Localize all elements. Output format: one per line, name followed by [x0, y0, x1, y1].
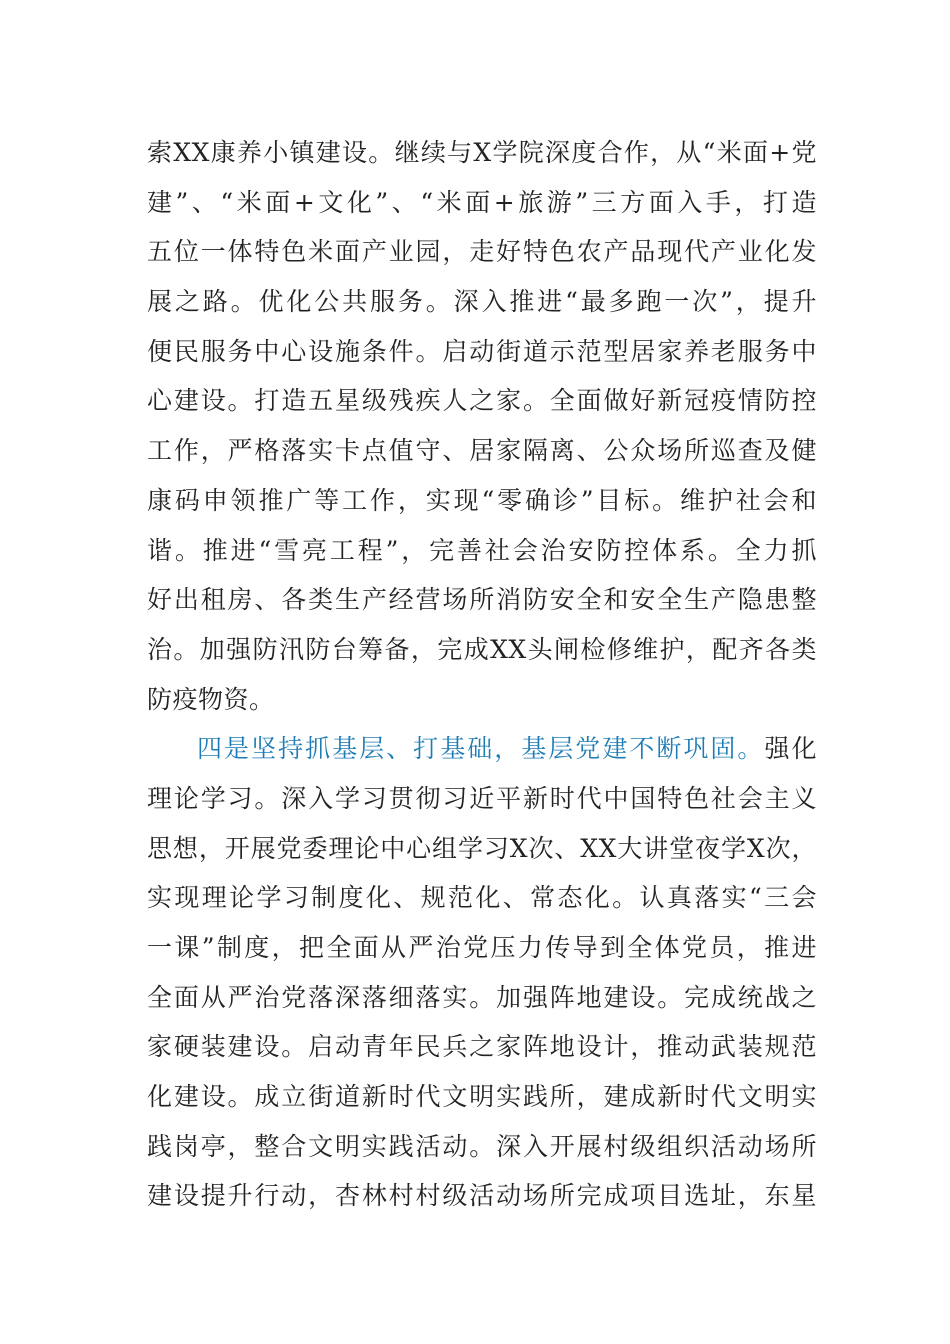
paragraph-2	[147, 724, 817, 1221]
text-line: 建设提升行动，杏林村村级活动场所完成项目选址，东星	[147, 1181, 817, 1211]
text-line: 心建设。打造五星级残疾人之家。全面做好新冠疫情防控	[147, 386, 817, 416]
text-line: 防疫物资。	[147, 684, 275, 714]
text-line: 化建设。成立街道新时代文明实践所，建成新时代文明实	[147, 1082, 817, 1112]
text-line: 治。加强防汛防台筹备，完成XX头闸检修维护，配齐各类	[147, 634, 817, 664]
text-line: 全面从严治党落深落细落实。加强阵地建设。完成统战之	[147, 982, 817, 1012]
text-line: 五位一体特色米面产业园，走好特色农产品现代产业化发	[147, 237, 817, 267]
text-line: 展之路。优化公共服务。深入推进“最多跑一次”，提升	[147, 287, 817, 317]
section-heading: 四是坚持抓基层、打基础，基层党建不断巩固。	[197, 734, 765, 764]
text-line: 康码申领推广等工作，实现“零确诊”目标。维护社会和	[147, 485, 817, 515]
text-line: 索XX康养小镇建设。继续与X学院深度合作，从“米面+党	[147, 138, 817, 167]
text-line: 践岗亭，整合文明实践活动。深入开展村级组织活动场所	[147, 1131, 817, 1161]
text-line: 思想，开展党委理论中心组学习X次、XX大讲堂夜学X次，	[147, 833, 817, 863]
text-run: 强化	[764, 734, 817, 764]
text-line: 理论学习。深入学习贯彻习近平新时代中国特色社会主义	[147, 783, 817, 813]
document-body	[147, 128, 817, 1221]
paragraph-first-line	[147, 724, 817, 774]
text-line: 工作，严格落实卡点值守、居家隔离、公众场所巡查及健	[147, 436, 817, 466]
text-line: 好出租房、各类生产经营场所消防安全和安全生产隐患整	[147, 585, 817, 615]
text-line: 谐。推进“雪亮工程”，完善社会治安防控体系。全力抓	[147, 535, 817, 565]
text-line: 家硬装建设。启动青年民兵之家阵地设计，推动武装规范	[147, 1032, 817, 1062]
text-line: 建”、“米面+文化”、“米面+旅游”三方面入手，打造	[147, 187, 817, 217]
paragraph-1	[147, 128, 817, 724]
text-line: 实现理论学习制度化、规范化、常态化。认真落实“三会	[147, 883, 817, 913]
text-line: 一课”制度，把全面从严治党压力传导到全体党员，推进	[147, 933, 817, 962]
text-line: 便民服务中心设施条件。启动街道示范型居家养老服务中	[147, 336, 817, 366]
